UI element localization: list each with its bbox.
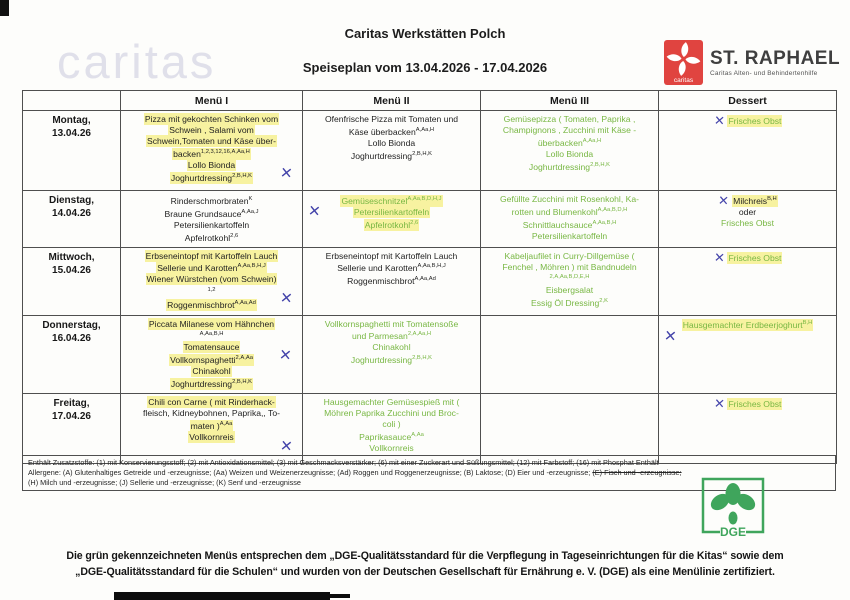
highlight: Tomatensauce bbox=[183, 342, 240, 353]
menu-line bbox=[124, 251, 299, 262]
allergen-codes: A,Aa,H bbox=[415, 127, 435, 133]
allergen-codes: 2,A,Aa,B,D,E,H bbox=[549, 274, 590, 281]
line-text: Sellerie und Karotten$^{A,Aa,B,H,J}$ bbox=[337, 263, 446, 274]
menu-line bbox=[484, 251, 655, 262]
menu-line bbox=[306, 330, 477, 343]
menu-line bbox=[124, 397, 299, 408]
highlight: Gemüseschnitzel$^{A,Aa,B,D,H,J}$ bbox=[341, 195, 442, 206]
menu3-cell bbox=[481, 111, 659, 191]
line-text bbox=[550, 274, 590, 284]
menu-line bbox=[124, 147, 299, 160]
allergen-codes: 2,B,H,K bbox=[232, 379, 253, 386]
menu-line bbox=[124, 342, 299, 353]
menu1-cell bbox=[121, 191, 303, 248]
day-cell bbox=[23, 247, 121, 315]
allergen-codes: A,Aa,B,H bbox=[592, 219, 617, 226]
dge-clover-icon bbox=[700, 477, 766, 539]
allergen-codes: 2,B,H,K bbox=[232, 172, 253, 179]
menu-line bbox=[306, 274, 477, 287]
menu-line bbox=[484, 285, 655, 296]
highlight: Frisches Obst bbox=[728, 116, 782, 126]
day-date: 16.04.26 bbox=[52, 332, 91, 344]
highlight: Piccata Milanese vom Hähnchen bbox=[148, 318, 275, 329]
menu-line bbox=[124, 353, 299, 366]
menu-line bbox=[484, 273, 655, 286]
menu-line bbox=[306, 319, 477, 330]
menu-line bbox=[484, 262, 655, 273]
dessert-cell bbox=[659, 111, 837, 191]
line-text: Käse überbacken$^{A,Aa,H}$ bbox=[348, 126, 435, 137]
highlight: maten )$^{A,Aa}$ bbox=[190, 421, 233, 432]
scan-artifact-smudge bbox=[114, 592, 330, 600]
certification-note-line1: Die grün gekennzeichneten Menüs entsprechen dem „DGE-Qualitätsstandard für die Verpflegung in Tageseinrichtungen für die Kitas“ sowie dem bbox=[66, 550, 784, 562]
menu-line bbox=[124, 194, 299, 207]
line-text: fleisch, Kidneybohnen, Paprika,, To- bbox=[143, 408, 280, 419]
allergen-codes: A,Aa,B,H,J bbox=[417, 263, 446, 270]
additives-line: (H) Milch und -erzeugnisse; (J) Sellerie und -erzeugnisse; (K) Senf und -erzeugnisse bbox=[28, 477, 301, 487]
allergen-codes: B,H bbox=[767, 196, 777, 203]
menu-line bbox=[306, 194, 477, 207]
menu-line bbox=[306, 125, 477, 138]
allergen-codes: K bbox=[248, 196, 253, 202]
menu-line bbox=[124, 432, 299, 443]
line-text: Petersilienkartoffeln bbox=[173, 219, 250, 230]
allergen-codes: A,Aa,B,D,H bbox=[597, 207, 628, 213]
menu-line bbox=[484, 149, 655, 160]
org-title: Caritas Werkstätten Polch bbox=[344, 26, 506, 41]
line-text: Fenchel , Möhren ) mit Bandnudeln bbox=[502, 261, 637, 272]
menu-line bbox=[124, 298, 299, 311]
highlight: Schwein,Tomaten und Käse über- bbox=[147, 136, 276, 146]
menu-line bbox=[124, 160, 299, 171]
menu-line bbox=[306, 207, 477, 218]
menu-line bbox=[484, 218, 655, 231]
menu-line bbox=[124, 136, 299, 147]
menu1-cell bbox=[121, 247, 303, 315]
x-mark: ✕ bbox=[713, 395, 725, 412]
dessert-cell bbox=[659, 247, 837, 315]
line-text: rotten und Blumenkohl$^{A,Aa,B,D,H}$ bbox=[511, 206, 628, 217]
x-mark: ✕ bbox=[279, 164, 294, 183]
menu3-cell bbox=[481, 247, 659, 315]
table-row bbox=[23, 191, 837, 248]
menu-line bbox=[124, 274, 299, 285]
struck-text: (E) Fisch und -erzeugnisse; bbox=[592, 467, 682, 477]
menu-line bbox=[662, 218, 833, 229]
dessert-cell bbox=[659, 191, 837, 248]
line-text: oder bbox=[738, 207, 757, 217]
scan-artifact-corner bbox=[0, 0, 9, 16]
menu-line bbox=[124, 171, 299, 184]
menu-line bbox=[306, 443, 477, 454]
line-text: Vollkornspaghetti mit Tomatensoße bbox=[324, 318, 459, 329]
line-text: Paprikasauce$^{A,Aa}$ bbox=[359, 432, 424, 443]
menu2-cell bbox=[303, 315, 481, 394]
menu-line bbox=[484, 296, 655, 309]
day-name: Donnerstag, bbox=[42, 319, 101, 331]
allergen-codes: 1,2,3,12,16,A,Aa,H bbox=[200, 149, 250, 155]
highlight: Vollkornspaghetti$^{2,A,Aa}$ bbox=[170, 355, 253, 366]
highlight: Petersilienkartoffeln bbox=[353, 206, 430, 217]
x-mark: ✕ bbox=[307, 202, 322, 221]
header-row bbox=[23, 91, 837, 111]
certification-note-line2: „DGE-Qualitätsstandard für die Schulen“ und wurden von der Deutschen Gesellschaft für Ernährung e. V. (DGE) als eine Menülinie zertifiziert. bbox=[75, 566, 775, 578]
table-row bbox=[23, 111, 837, 191]
allergen-codes: 1,2 bbox=[207, 287, 216, 294]
menu3-cell bbox=[481, 191, 659, 248]
menu-line bbox=[484, 125, 655, 136]
menu2-cell bbox=[303, 247, 481, 315]
additives-line: Enthält Zusatzstoffe: (1) mit Konservierungsstoff; (2) mit Antioxidationsmittel; (3) mit Geschmacksverstärker; (6) mit einer Zuckerart und Süßungsmittel; (12) mit Farbstoff; (16) mit Phosphat Enthält bbox=[28, 458, 659, 467]
column-header: Menü III bbox=[481, 91, 659, 111]
menu-line bbox=[662, 194, 833, 207]
caritas-flame-cross-icon bbox=[664, 40, 703, 85]
allergen-codes: A,Aa bbox=[219, 421, 233, 428]
menu-line bbox=[124, 408, 299, 419]
menu-line bbox=[306, 419, 477, 430]
allergen-codes: 2,K bbox=[599, 298, 608, 305]
highlight: Chili con Carne ( mit Rinderhack- bbox=[148, 397, 275, 408]
menu-line bbox=[662, 207, 833, 218]
menu-line bbox=[124, 114, 299, 125]
caritas-badge-text: caritas bbox=[673, 77, 694, 84]
plan-title: Speiseplan vom 13.04.2026 - 17.04.2026 bbox=[302, 60, 548, 75]
menu3-cell bbox=[481, 394, 659, 464]
menu-line bbox=[124, 419, 299, 432]
column-header: Menü II bbox=[303, 91, 481, 111]
highlight: Erbseneintopf mit Kartoffeln Lauch bbox=[145, 250, 278, 261]
allergen-codes: 2,A,Aa bbox=[235, 355, 253, 362]
dessert-cell bbox=[659, 394, 837, 464]
allergen-codes: A,Aa,H bbox=[582, 138, 602, 144]
allergen-codes: 2,6 bbox=[230, 232, 239, 239]
menu-line bbox=[662, 397, 833, 410]
day-name: Dienstag, bbox=[48, 195, 94, 206]
line-text: Chinakohl bbox=[372, 342, 411, 353]
highlight: Schwein , Salami vom bbox=[169, 125, 254, 135]
menu-line bbox=[662, 114, 833, 127]
line-text: Ofenfrische Pizza mit Tomaten und bbox=[324, 114, 459, 124]
menu-line bbox=[484, 205, 655, 218]
menu-line bbox=[124, 207, 299, 220]
menu-line bbox=[484, 136, 655, 149]
menu-line bbox=[124, 125, 299, 136]
day-cell bbox=[23, 111, 121, 191]
dessert-cell bbox=[659, 315, 837, 394]
allergen-codes: 2,B,H,K bbox=[412, 150, 433, 157]
allergen-codes: 2,B,H,K bbox=[590, 161, 611, 168]
line-text: Frisches Obst bbox=[720, 218, 774, 228]
menu-line bbox=[306, 138, 477, 149]
allergen-codes: A,Aa,B,D,H,J bbox=[407, 196, 442, 202]
x-mark: ✕ bbox=[279, 437, 294, 456]
additives-line: Allergene: (A) Glutenhaltiges Getreide und -erzeugnisse; (Aa) Weizen und Weizenerzeugnisse; (Ad) Roggen und Roggenerzeugnisse; (B) Laktose; (D) Eier und -erzeugnisse; (E) Fisch und -erzeugnisse; bbox=[28, 467, 682, 477]
x-mark: ✕ bbox=[713, 249, 725, 265]
highlight: Frisches Obst bbox=[728, 399, 782, 410]
logo-texts bbox=[710, 49, 840, 77]
line-text: Vollkornreis bbox=[369, 443, 414, 454]
menu-line bbox=[484, 194, 655, 205]
menu-line bbox=[306, 114, 477, 125]
highlight: Joghurtdressing$^{2,B,H,K}$ bbox=[170, 379, 253, 390]
day-date: 13.04.26 bbox=[52, 128, 91, 139]
allergen-codes: A,Aa,Ad bbox=[414, 276, 436, 283]
menu-line bbox=[662, 319, 833, 332]
highlight: Milchreis$^{B,H}$ bbox=[733, 196, 777, 206]
line-text: Lollo Bionda bbox=[545, 148, 594, 159]
menu3-cell bbox=[481, 315, 659, 394]
highlight: Sellerie und Karotten$^{A,Aa,B,H,J}$ bbox=[157, 263, 266, 274]
x-mark: ✕ bbox=[663, 326, 678, 346]
allergen-codes: B,H bbox=[802, 320, 813, 327]
line-text: Joghurtdressing$^{2,B,H,K}$ bbox=[350, 150, 433, 161]
highlight: Joghurtdressing$^{2,B,H,K}$ bbox=[170, 172, 253, 183]
menu-line bbox=[306, 251, 477, 262]
menu1-cell bbox=[121, 111, 303, 191]
day-cell bbox=[23, 191, 121, 248]
highlight: Chinakohl bbox=[192, 366, 231, 377]
day-date: 14.04.26 bbox=[52, 208, 91, 219]
line-text: Champignons , Zucchini mit Käse - bbox=[502, 125, 637, 135]
column-header: Menü I bbox=[121, 91, 303, 111]
menu-line bbox=[662, 251, 833, 264]
menu1-cell bbox=[121, 315, 303, 394]
line-text: Lollo Bionda bbox=[367, 137, 416, 148]
highlight: Roggenmischbrot$^{A,Aa,Ad}$ bbox=[167, 300, 256, 311]
menu-line bbox=[484, 160, 655, 173]
line-text: Essig Öl Dressing$^{2,K}$ bbox=[531, 298, 608, 309]
table-row bbox=[23, 315, 837, 394]
line-text: überbacken$^{A,Aa,H}$ bbox=[537, 137, 602, 148]
menu2-cell bbox=[303, 394, 481, 464]
highlight: backen$^{1,2,3,12,16,A,Aa,H}$ bbox=[173, 148, 250, 159]
day-name: Mittwoch, bbox=[48, 251, 95, 263]
menu2-cell bbox=[303, 191, 481, 248]
menu-line bbox=[306, 408, 477, 419]
line-text: und Parmesan$^{2,A,Aa,H}$ bbox=[351, 331, 432, 342]
line-text: Apfelrotkohl$^{2,6}$ bbox=[184, 232, 239, 243]
table-row bbox=[23, 394, 837, 464]
menu-line bbox=[124, 319, 299, 330]
menu-line bbox=[306, 430, 477, 443]
menu-line bbox=[124, 366, 299, 377]
day-date: 15.04.26 bbox=[52, 264, 91, 276]
table-row bbox=[23, 247, 837, 315]
line-text bbox=[200, 331, 224, 341]
highlight: Frisches Obst bbox=[728, 252, 782, 263]
allergen-codes: A,Aa bbox=[411, 432, 424, 439]
highlight: Hausgemachter Erdbeerjoghurt$^{B,H}$ bbox=[682, 320, 813, 331]
day-cell bbox=[23, 315, 121, 394]
menu-line bbox=[124, 262, 299, 275]
allergen-codes: 2,A,Aa,H bbox=[407, 331, 432, 338]
line-text: Rinderschmorbraten$^K$ bbox=[170, 195, 253, 206]
st-raphael-logo bbox=[664, 40, 840, 85]
line-text: Joghurtdressing$^{2,B,H,K}$ bbox=[528, 161, 611, 172]
menu-line bbox=[306, 218, 477, 231]
x-mark: ✕ bbox=[713, 112, 725, 129]
day-cell bbox=[23, 394, 121, 464]
menu-line bbox=[306, 342, 477, 353]
line-text: Joghurtdressing$^{2,B,H,K}$ bbox=[350, 355, 433, 366]
menu-table bbox=[22, 90, 837, 464]
menu-line bbox=[124, 377, 299, 390]
menu-line bbox=[306, 262, 477, 275]
line-text: Möhren Paprika Zucchini und Broc- bbox=[324, 408, 459, 419]
column-header: Dessert bbox=[659, 91, 837, 111]
line-text: Petersilienkartoffeln bbox=[531, 230, 608, 241]
line-text: coli ) bbox=[382, 419, 401, 430]
allergen-codes: A,Aa,J bbox=[241, 208, 259, 215]
menu1-cell bbox=[121, 394, 303, 464]
day-date: 17.04.26 bbox=[52, 411, 91, 423]
line-text: Roggenmischbrot$^{A,Aa,Ad}$ bbox=[347, 276, 436, 287]
allergen-codes: A,Aa,B,H,J bbox=[237, 263, 266, 270]
column-header bbox=[23, 91, 121, 111]
line-text bbox=[207, 287, 215, 297]
line-text: Hausgemachter Gemüsespieß mit ( bbox=[323, 397, 460, 408]
day-name: Montag, bbox=[52, 115, 91, 126]
brand-subtitle: Caritas Alten- und Behindertenhilfe bbox=[710, 69, 818, 77]
line-text: Schnittlauchsauce$^{A,Aa,B,H}$ bbox=[522, 219, 617, 230]
line-text: Eisbergsalat bbox=[545, 285, 594, 296]
menu-line bbox=[306, 397, 477, 408]
allergen-codes: A,Aa,B,H bbox=[199, 331, 224, 338]
highlight: Wiener Würstchen (vom Schwein) bbox=[146, 274, 277, 285]
x-mark: ✕ bbox=[717, 192, 730, 209]
allergen-codes: 2,6 bbox=[410, 219, 419, 226]
highlight: Pizza mit gekochten Schinken vom bbox=[144, 114, 279, 124]
menu-line bbox=[306, 353, 477, 366]
line-text: Gefüllte Zucchini mit Rosenkohl, Ka- bbox=[500, 194, 639, 204]
menu-line bbox=[306, 149, 477, 162]
highlight: Apfelrotkohl$^{2,6}$ bbox=[364, 219, 419, 230]
menu-table-head bbox=[23, 91, 837, 111]
x-mark: ✕ bbox=[278, 346, 293, 365]
brand-name: ST. RAPHAEL bbox=[710, 47, 841, 69]
day-name: Freitag, bbox=[53, 398, 90, 410]
menu-line bbox=[124, 285, 299, 298]
caritas-watermark: caritas bbox=[57, 35, 217, 88]
menu-table-body bbox=[23, 111, 837, 464]
highlight: Lollo Bionda bbox=[187, 159, 236, 170]
line-text: Erbseneintopf mit Kartoffeln Lauch bbox=[325, 250, 458, 261]
line-text: Gemüsepizza ( Tomaten, Paprika , bbox=[503, 114, 636, 124]
menu-line bbox=[124, 330, 299, 343]
allergen-codes: 2,B,H,K bbox=[412, 355, 433, 362]
allergen-codes: A,Aa,Ad bbox=[234, 300, 256, 307]
line-text: Braune Grundsauce$^{A,Aa,J}$ bbox=[164, 208, 259, 219]
highlight: Vollkornreis bbox=[189, 432, 234, 443]
menu-line bbox=[484, 114, 655, 125]
x-mark: ✕ bbox=[279, 288, 294, 308]
dge-certification-note bbox=[26, 548, 825, 580]
line-text: Kabeljaufilet in Curry-Dillgemüse ( bbox=[504, 250, 635, 261]
menu-line bbox=[484, 231, 655, 242]
menu-line bbox=[124, 220, 299, 231]
menu-line bbox=[124, 231, 299, 244]
menu2-cell bbox=[303, 111, 481, 191]
dge-label: DGE bbox=[719, 525, 747, 539]
